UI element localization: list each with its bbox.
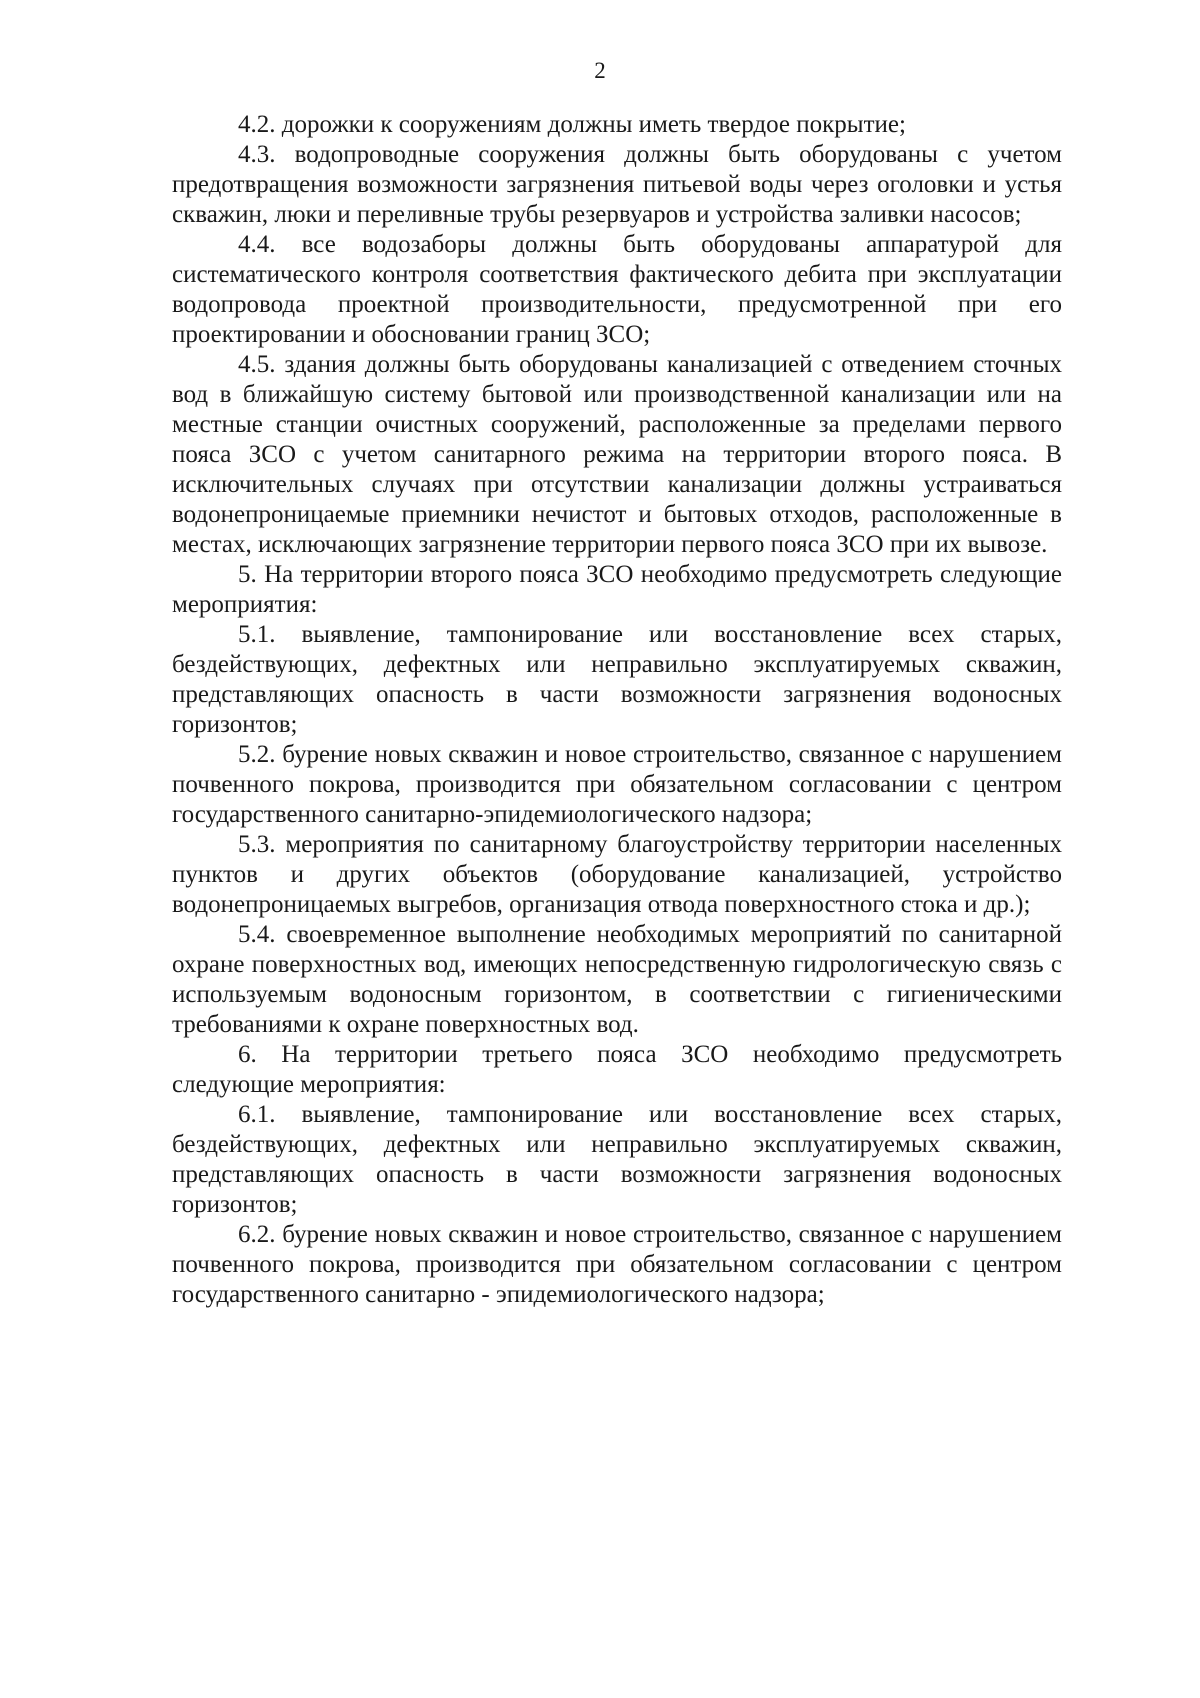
paragraph-5: 5. На территории второго пояса ЗСО необходимо предусмотреть следующие мероприятия:: [172, 561, 1062, 618]
paragraph-5-2: 5.2. бурение новых скважин и новое строительство, связанное с нарушением почвенного покрова, производится при обязательном согласовании с центром государственного санитарно-эпидемиологического надзора;: [172, 741, 1062, 828]
paragraph-4-3: 4.3. водопроводные сооружения должны быть оборудованы с учетом предотвращения возможности загрязнения питьевой воды через оголовки и устья скважин, люки и переливные трубы резервуаров и устройства заливки насосов;: [172, 141, 1062, 228]
paragraph-4-4: 4.4. все водозаборы должны быть оборудованы аппаратурой для систематического контроля соответствия фактического дебита при эксплуатации водопровода проектной производительности, предусмотренной при его проектировании и обосновании границ ЗСО;: [172, 231, 1062, 348]
paragraph-6: 6. На территории третьего пояса ЗСО необходимо предусмотреть следующие мероприятия:: [172, 1041, 1062, 1098]
paragraph-4-5: 4.5. здания должны быть оборудованы канализацией с отведением сточных вод в ближайшую систему бытовой или производственной канализации или на местные станции очистных сооружений, расположенные за пределами первого пояса ЗСО с учетом санитарного режима на территории второго пояса. В исключительных случаях при отсутствии канализации должны устраиваться водонепроницаемые приемники нечистот и бытовых отходов, расположенные в местах, исключающих загрязнение территории первого пояса ЗСО при их вывозе.: [172, 351, 1062, 558]
paragraph-6-2: 6.2. бурение новых скважин и новое строительство, связанное с нарушением почвенного покрова, производится при обязательном согласовании с центром государственного санитарно - эпидемиологического надзора;: [172, 1221, 1062, 1308]
paragraph-4-2: 4.2. дорожки к сооружениям должны иметь твердое покрытие;: [238, 111, 906, 138]
paragraph-6-1: 6.1. выявление, тампонирование или восстановление всех старых, бездействующих, дефектных или неправильно эксплуатируемых скважин, представляющих опасность в части возможности загрязнения водоносных горизонтов;: [172, 1101, 1062, 1218]
paragraph-5-3: 5.3. мероприятия по санитарному благоустройству территории населенных пунктов и других объектов (оборудование канализацией, устройство водонепроницаемых выгребов, организация отвода поверхностного стока и др.);: [172, 831, 1062, 918]
page-number: 2: [594, 58, 606, 83]
paragraph-5-1: 5.1. выявление, тампонирование или восстановление всех старых, бездействующих, дефектных или неправильно эксплуатируемых скважин, представляющих опасность в части возможности загрязнения водоносных горизонтов;: [172, 621, 1062, 738]
paragraph-5-4: 5.4. своевременное выполнение необходимых мероприятий по санитарной охране поверхностных вод, имеющих непосредственную гидрологическую связь с используемым водоносным горизонтом, в соответствии с гигиеническими требованиями к охране поверхностных вод.: [172, 921, 1062, 1038]
document-body: [172, 110, 1062, 1310]
